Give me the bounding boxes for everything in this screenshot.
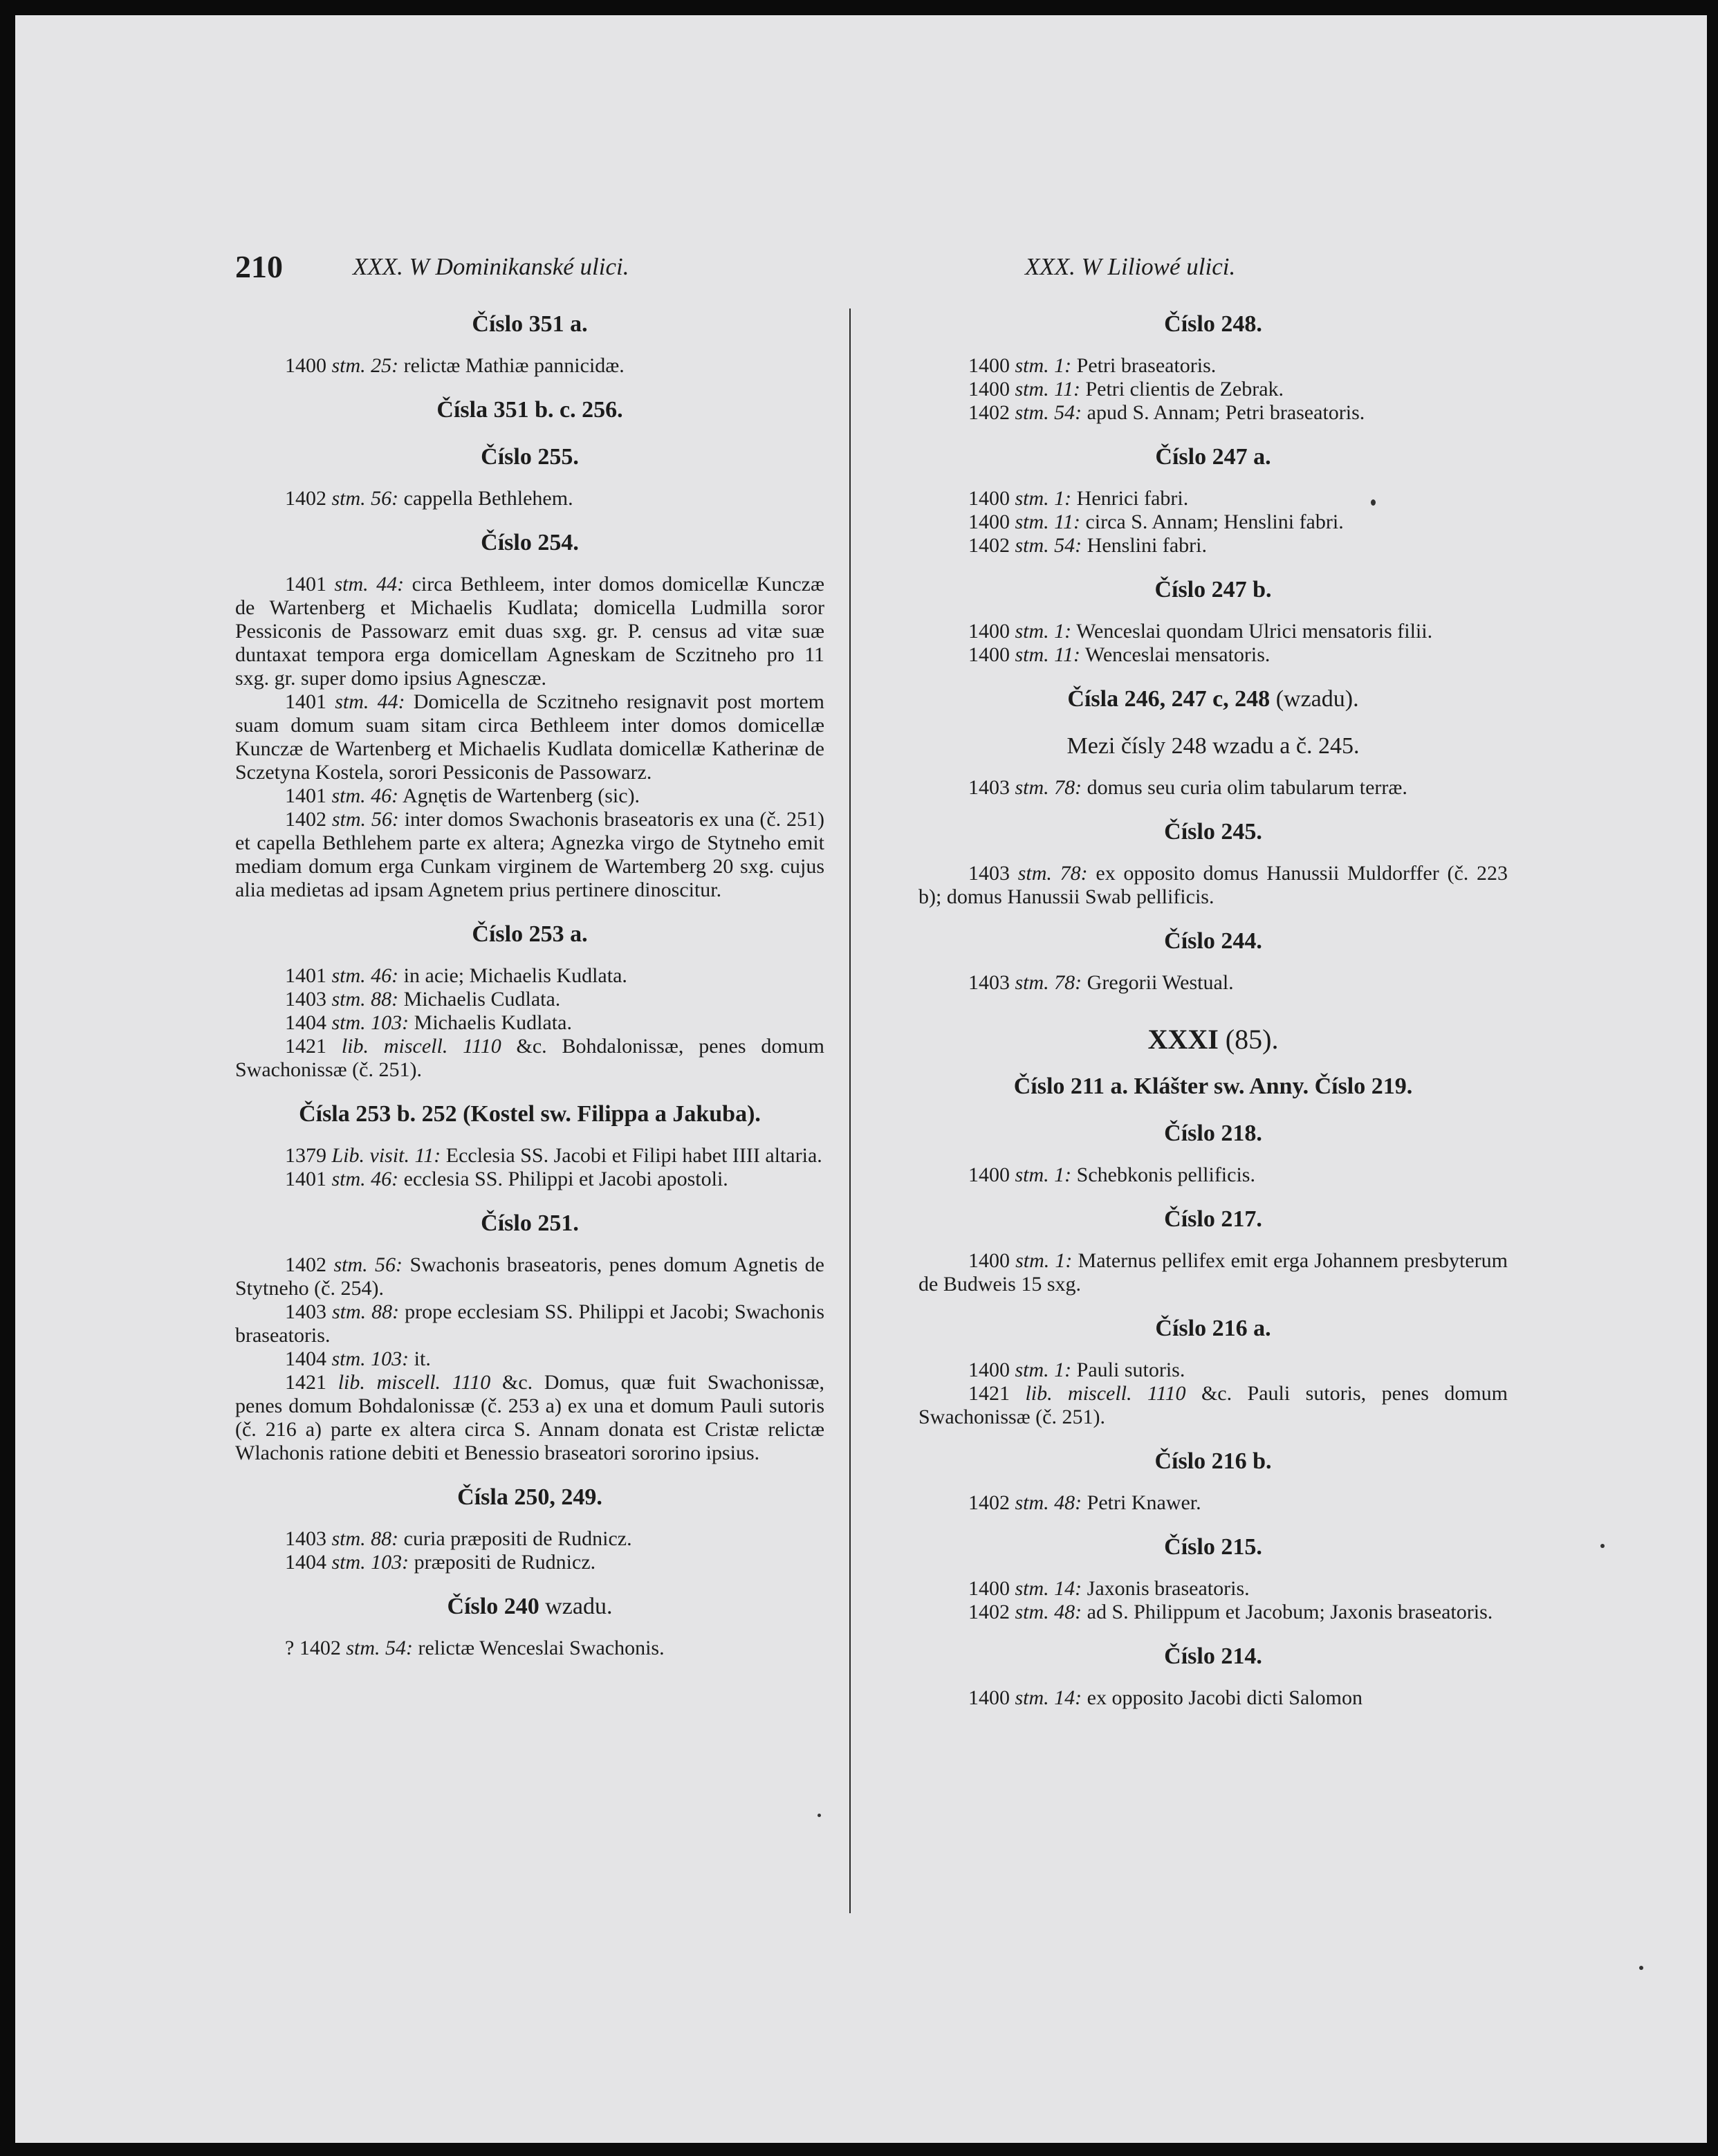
record-entry [235,1144,824,1168]
running-head-right: XXX. W Liliowé ulici. [1025,253,1236,280]
record-entry [235,1011,824,1035]
record-entry [918,401,1508,425]
entry-text: Domicella de Sczitneho resignavit post mortem suam domum suam sitam circa Bethleem inter domos domicellæ Kunczæ de Wartenberg et Michaelis Kudlata domicellæ Katherinæ de Sczetyna Kostela, sorori Pessiconis de Passowarz. [235,690,824,784]
entry-source: stm. 56: [333,1253,403,1276]
record-entry [918,487,1508,510]
entry-source: stm. 88: [331,1527,399,1550]
entry-text: Henrici fabri. [1071,487,1189,510]
record-entry [918,620,1508,643]
entry-source: stm. 78: [1015,776,1082,799]
entry-source: stm. 46: [331,784,399,807]
entry-source: stm. 44: [334,573,405,596]
entry-source: stm. 88: [331,988,399,1011]
section-heading: Číslo 216 b. [1154,1448,1272,1474]
entry-text: ex opposito domus Hanussii Muldorffer (č. 223 b); domus Hanussii Swab pellificis. [918,862,1508,908]
entry-source: stm. 56: [331,808,399,831]
entry-year: 1400 [968,487,1010,510]
entry-text: cappella Bethlehem. [398,487,573,510]
entry-source: stm. 1: [1015,1249,1073,1272]
entry-year: 1379 [285,1144,326,1167]
entry-year: 1404 [285,1347,326,1370]
entry-year: 1402 [285,487,326,510]
record-entry [918,1491,1508,1515]
section-heading [918,685,1508,714]
record-entry [918,354,1508,378]
entry-year: 1402 [968,1491,1010,1514]
entry-text: Swachonis braseatoris, penes domum Agnetis de Stytneho (č. 254). [235,1253,824,1300]
record-entry [918,1601,1508,1624]
entry-source: stm. 48: [1015,1601,1082,1623]
entry-year: 1402 [285,808,326,831]
entry-source: stm. 103: [331,1347,409,1370]
scanned-page [15,15,1707,2143]
entry-year: 1401 [285,573,326,596]
record-entry [235,1527,824,1551]
entry-source: stm. 88: [331,1300,400,1323]
entry-year: 1421 [968,1382,1010,1405]
record-entry [918,643,1508,667]
record-entry [918,534,1508,558]
entry-source: stm. 1: [1015,620,1072,643]
entry-year: 1400 [968,643,1010,666]
section-heading: Číslo 214. [1164,1643,1262,1669]
entry-year: 1403 [968,862,1010,885]
entry-year: 1403 [968,971,1010,994]
entry-text: Ecclesia SS. Jacobi et Filipi habet IIII altaria. [441,1144,822,1167]
section-heading: Číslo 211 a. Klášter sw. Anny. Číslo 219. [1013,1074,1413,1099]
record-entry [235,1253,824,1300]
entry-source: stm. 11: [1015,378,1080,400]
running-head-left: XXX. W Dominikanské ulici. [353,253,629,280]
section-heading: Číslo 248. [1164,311,1262,337]
heading-main: Číslo 240 [447,1594,539,1619]
record-entry [235,1637,824,1660]
entry-year: 1400 [968,1163,1010,1186]
entry-text: Henslini fabri. [1082,534,1207,557]
entry-text: &c. Pauli sutoris, penes domum Swachonissæ (č. 251). [918,1382,1508,1428]
entry-text: &c. Domus, quæ fuit Swachonissæ, penes domum Bohdalonissæ (č. 253 a) ex una et domum Pauli sutoris (č. 216 a) parte ex altera circa S. Annam donata est Cristæ relictæ Wlachonis ratione debiti et Benessio braseatori sororino ipsius. [235,1371,824,1464]
entry-year: 1401 [285,690,326,713]
entry-year: 1400 [968,510,1010,533]
record-entry [235,1300,824,1347]
entry-text: curia præpositi de Rudnicz. [398,1527,632,1550]
entry-source: stm. 11: [1015,643,1080,666]
entry-year: 1402 [968,401,1010,424]
entry-source: stm. 14: [1015,1686,1082,1709]
entry-text: Michaelis Cudlata. [398,988,561,1011]
section-heading: Číslo 247 a. [1155,444,1271,470]
record-entry [235,573,824,690]
scan-speck [1639,1966,1643,1970]
record-entry [918,1382,1508,1429]
entry-source: lib. miscell. 1110 [338,1371,491,1394]
entry-source: stm. 1: [1015,487,1072,510]
entry-source: stm. 25: [331,354,399,377]
entry-year: 1403 [968,776,1010,799]
section-heading: Číslo 254. [481,530,579,555]
entry-source: stm. 103: [331,1551,409,1574]
entry-source: stm. 46: [331,1168,399,1190]
entry-text: domus seu curia olim tabularum terræ. [1082,776,1407,799]
record-entry [918,1358,1508,1382]
entry-text: ad S. Philippum et Jacobum; Jaxonis braseatoris. [1082,1601,1493,1623]
record-entry [235,1035,824,1082]
record-entry [235,690,824,784]
entry-source: stm. 48: [1015,1491,1082,1514]
entry-year: 1400 [968,1249,1010,1272]
entry-year: 1421 [285,1371,326,1394]
entry-source: Lib. visit. 11: [331,1144,441,1167]
section-heading: Číslo 217. [1164,1206,1262,1232]
section-heading: Mezi čísly 248 wzadu a č. 245. [1066,733,1360,759]
section-heading: Čísla 253 b. 252 (Kostel sw. Filippa a Jakuba). [299,1101,761,1127]
section-heading: Číslo 251. [481,1210,579,1236]
entry-year: 1403 [285,1300,326,1323]
section-heading: Číslo 244. [1164,928,1262,954]
entry-text: Wenceslai mensatoris. [1080,643,1271,666]
entry-text: Wenceslai quondam Ulrici mensatoris filii. [1071,620,1433,643]
heading-main: Čísla 246, 247 c, 248 [1067,686,1271,712]
scan-speck [818,1814,821,1817]
entry-text: præpositi de Rudnicz. [409,1551,596,1574]
entry-source: stm. 14: [1015,1577,1082,1600]
record-entry [235,1347,824,1371]
entry-source: stm. 103: [331,1011,409,1034]
entry-source: stm. 11: [1015,510,1080,533]
entry-text: ex opposito Jacobi dicti Salomon [1082,1686,1363,1709]
entry-source: stm. 1: [1015,1163,1072,1186]
entry-text: Agnętis de Wartenberg (sic). [398,784,640,807]
record-entry [918,378,1508,401]
entry-text: Petri braseatoris. [1071,354,1217,377]
entry-year: 1400 [968,378,1010,400]
entry-text: inter domos Swachonis braseatoris ex una (č. 251) et capella Bethlehem parte ex altera; Agnezka virgo de Stytneho emit mediam domum erga Cunkam virginem de Wartemberg 20 sxg. cujus alia medietas ad ipsam Agnetem prius pertinere dinoscitur. [235,808,824,901]
heading-main: XXXI [1147,1024,1219,1055]
section-heading: Číslo 218. [1164,1121,1262,1146]
scan-speck [1371,499,1376,506]
entry-year: 1402 [968,1601,1010,1623]
section-heading: Čísla 351 b. c. 256. [436,397,623,423]
entry-year: 1404 [285,1551,326,1574]
section-heading: Číslo 255. [481,444,579,470]
entry-text: circa S. Annam; Henslini fabri. [1080,510,1344,533]
entry-text: Petri clientis de Zebrak. [1080,378,1284,400]
column-divider [849,308,851,1913]
record-entry [235,784,824,808]
entry-text: Maternus pellifex emit erga Johannem presbyterum de Budweis 15 sxg. [918,1249,1508,1296]
entry-source: lib. miscell. 1110 [341,1035,501,1058]
record-entry [235,1551,824,1574]
entry-year: 1421 [285,1035,326,1058]
section-heading: Číslo 351 a. [472,311,588,337]
entry-year: 1401 [285,784,326,807]
section-heading: Číslo 216 a. [1155,1316,1271,1341]
entry-text: relictæ Wenceslai Swachonis. [413,1637,665,1659]
entry-text: ecclesia SS. Philippi et Jacobi apostoli. [398,1168,728,1190]
entry-year: 1400 [968,1358,1010,1381]
entry-text: circa Bethleem, inter domos domicellæ Kunczæ de Wartenberg et Michaelis Kudlata; domicella Ludmilla soror Pessiconis de Passowarz emit duas sxg. gr. P. census ad vitæ suæ duntaxat tempora erga domicellam Agneskam de Sczitneho pro 11 sxg. gr. super domo ipsius Agnesczæ. [235,573,825,690]
entry-year: 1404 [285,1011,326,1034]
section-heading: Číslo 245. [1164,819,1262,845]
entry-year: 1401 [285,1168,326,1190]
entry-year: 1400 [968,1686,1010,1709]
heading-suffix: wzadu. [539,1594,613,1619]
record-entry [918,971,1508,995]
record-entry [918,1577,1508,1601]
entry-text: it. [409,1347,431,1370]
entry-source: stm. 54: [1015,401,1082,424]
entry-year: 1403 [285,988,326,1011]
chapter-heading [918,1025,1508,1054]
entry-text: Michaelis Kudlata. [409,1011,572,1034]
entry-year: 1401 [285,964,326,987]
section-heading: Číslo 247 b. [1154,577,1272,602]
record-entry [235,1371,824,1465]
record-entry [235,988,824,1011]
entry-year: ? 1402 [285,1637,341,1659]
entry-year: 1403 [285,1527,326,1550]
record-entry [235,964,824,988]
entry-text: Petri Knawer. [1082,1491,1201,1514]
record-entry [235,1168,824,1191]
entry-year: 1402 [968,534,1010,557]
entry-source: stm. 56: [331,487,399,510]
section-heading [235,1592,824,1621]
record-entry [918,1249,1508,1296]
entry-source: stm. 44: [335,690,405,713]
entry-source: stm. 46: [331,964,399,987]
heading-suffix: (wzadu). [1270,686,1359,712]
entry-text: in acie; Michaelis Kudlata. [398,964,627,987]
entry-year: 1400 [285,354,326,377]
page-number: 210 [235,249,283,284]
entry-text: relictæ Mathiæ pannicidæ. [398,354,625,377]
entry-text: prope ecclesiam SS. Philippi et Jacobi; Swachonis braseatoris. [235,1300,825,1347]
record-entry [235,487,824,510]
record-entry [918,1163,1508,1187]
record-entry [918,862,1508,909]
entry-year: 1402 [285,1253,326,1276]
entry-source: stm. 78: [1017,862,1088,885]
entry-year: 1400 [968,620,1010,643]
entry-text: Jaxonis braseatoris. [1082,1577,1250,1600]
record-entry [235,354,824,378]
scan-speck [1600,1544,1605,1548]
entry-year: 1400 [968,354,1010,377]
entry-text: Schebkonis pellificis. [1071,1163,1255,1186]
book-page [15,15,1707,2143]
heading-suffix: (85). [1218,1024,1279,1055]
entry-text: Gregorii Westual. [1082,971,1234,994]
entry-source: stm. 78: [1015,971,1082,994]
left-column [235,310,824,1660]
entry-year: 1400 [968,1577,1010,1600]
entry-source: lib. miscell. 1110 [1025,1382,1186,1405]
section-heading: Čísla 250, 249. [457,1484,602,1510]
entry-text: &c. Bohdalonissæ, penes domum Swachonissæ (č. 251). [235,1035,825,1081]
record-entry [918,776,1508,800]
record-entry [918,510,1508,534]
right-column [918,310,1508,1710]
section-heading: Číslo 253 a. [472,921,588,947]
record-entry [235,808,824,902]
entry-source: stm. 54: [346,1637,413,1659]
section-heading: Číslo 215. [1164,1534,1262,1560]
entry-source: stm. 1: [1015,1358,1072,1381]
record-entry [918,1686,1508,1710]
entry-source: stm. 54: [1015,534,1082,557]
entry-text: Pauli sutoris. [1071,1358,1185,1381]
entry-text: apud S. Annam; Petri braseatoris. [1082,401,1365,424]
entry-source: stm. 1: [1015,354,1072,377]
